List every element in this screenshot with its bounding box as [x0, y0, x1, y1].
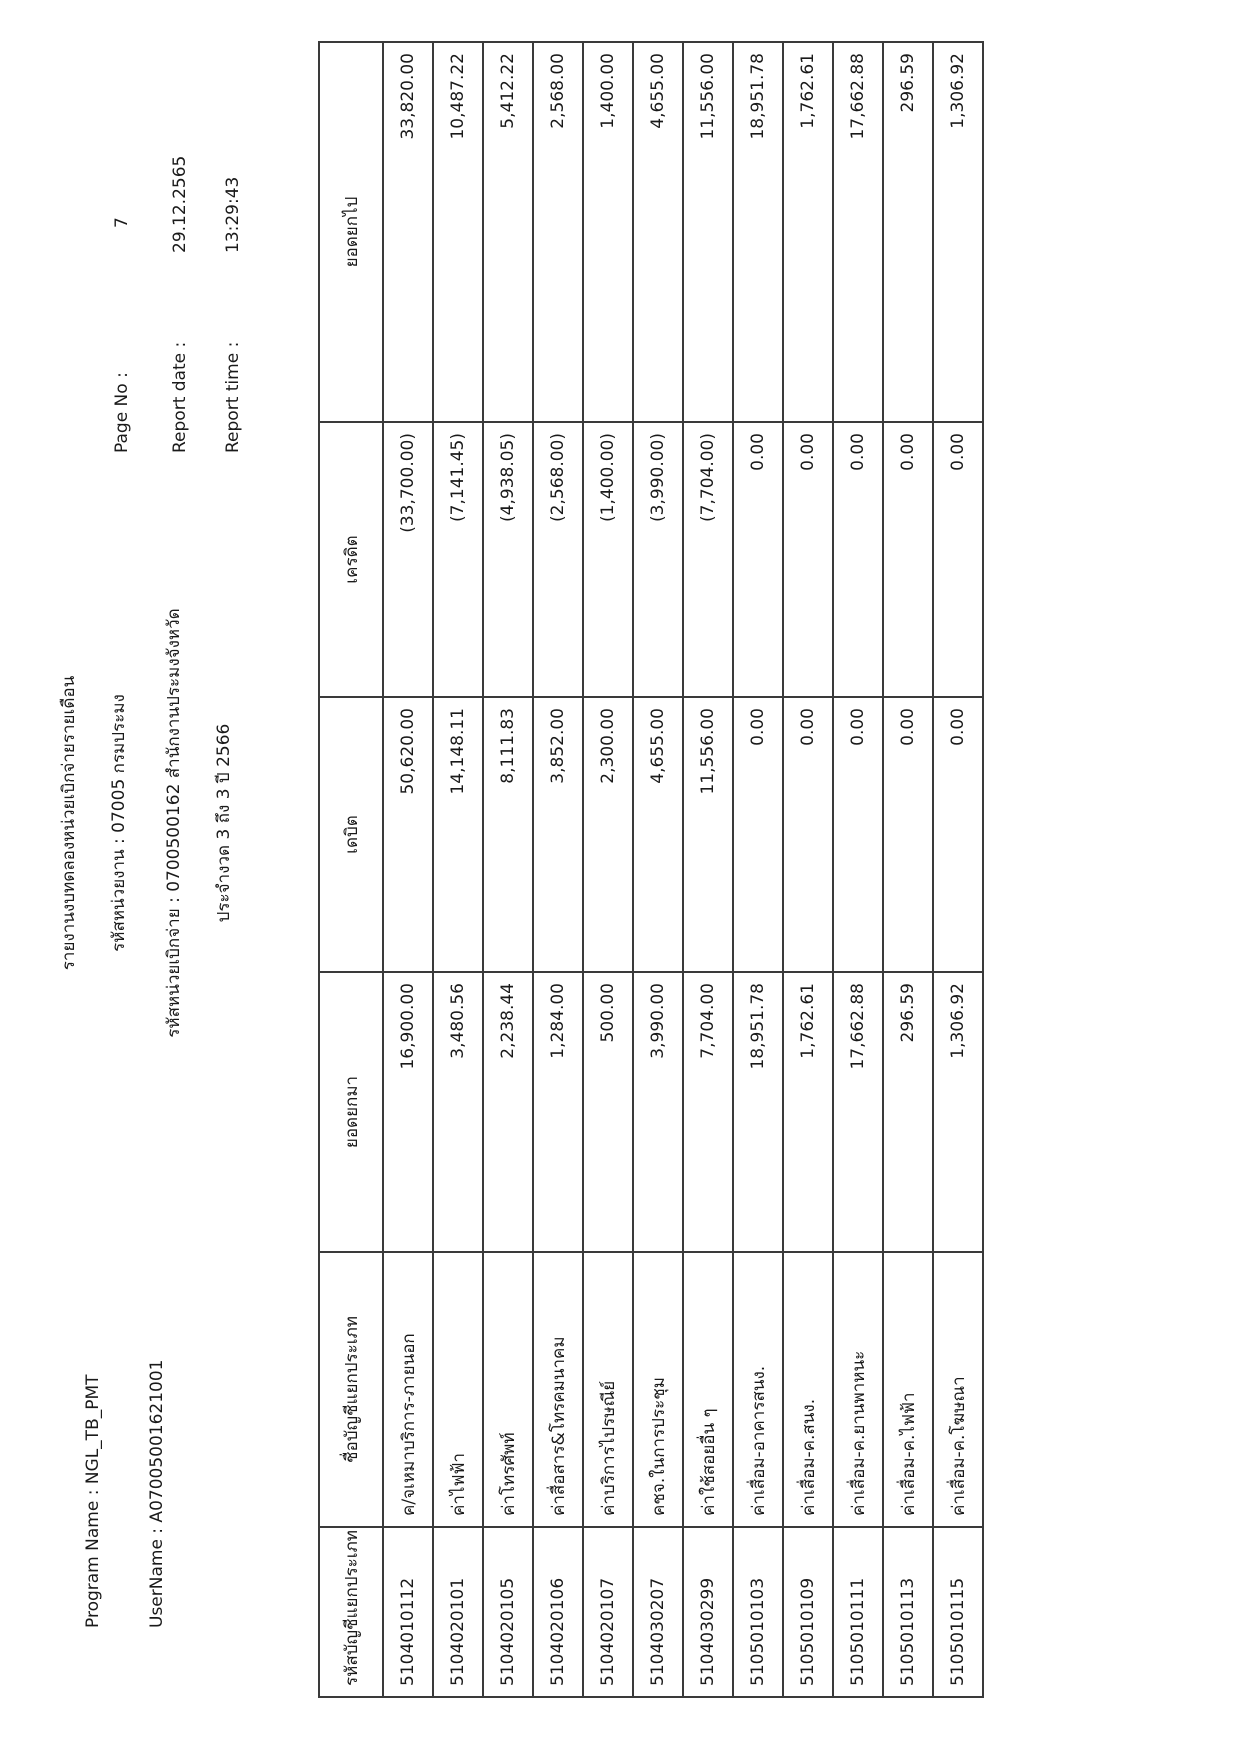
account-code-cell: 5104030207	[633, 1527, 683, 1697]
debit-cell: 8,111.83	[483, 697, 533, 972]
account-name-cell: ค่าใช้สอยอื่น ๆ	[683, 1252, 733, 1527]
header-debit: เดบิต	[319, 697, 383, 972]
credit-cell: (3,990.00)	[633, 422, 683, 697]
report-date-value: 29.12.2565	[170, 155, 190, 253]
table-row	[783, 42, 833, 1697]
header-opening-balance: ยอดยกมา	[319, 972, 383, 1252]
account-code-cell: 5104020107	[583, 1527, 633, 1697]
debit-cell: 50,620.00	[383, 697, 433, 972]
table-row	[733, 42, 783, 1697]
opening-balance-cell: 296.59	[883, 972, 933, 1252]
closing-balance-cell: 1,400.00	[583, 42, 633, 422]
closing-balance-cell: 11,556.00	[683, 42, 733, 422]
table-row	[683, 42, 733, 1697]
agency-code: รหัสหน่วยงาน : 07005 กรมประมง	[109, 694, 129, 952]
report-time-label: Report time :	[223, 341, 243, 453]
opening-balance-cell: 1,284.00	[533, 972, 583, 1252]
table-row	[483, 42, 533, 1697]
account-name-cell: ค่าไฟฟ้า	[433, 1252, 483, 1527]
closing-balance-cell: 2,568.00	[533, 42, 583, 422]
account-name-cell: ค่าเสื่อม-อาคารสนง.	[733, 1252, 783, 1527]
closing-balance-cell: 10,487.22	[433, 42, 483, 422]
trial-balance-table	[318, 41, 984, 1698]
debit-cell: 14,148.11	[433, 697, 483, 972]
opening-balance-cell: 1,306.92	[933, 972, 983, 1252]
report-title: รายงานงบทดลองหน่วยเบิกจ่ายรายเดือน	[59, 675, 79, 971]
table-row	[883, 42, 933, 1697]
account-code-cell: 5104010112	[383, 1527, 433, 1697]
table-row	[383, 42, 433, 1697]
account-name-cell: ค่าเสื่อม-ค.สนง.	[783, 1252, 833, 1527]
table-row	[433, 42, 483, 1697]
credit-cell: (4,938.05)	[483, 422, 533, 697]
closing-balance-cell: 1,306.92	[933, 42, 983, 422]
closing-balance-cell: 33,820.00	[383, 42, 433, 422]
credit-cell: (1,400.00)	[583, 422, 633, 697]
table-row	[833, 42, 883, 1697]
opening-balance-cell: 2,238.44	[483, 972, 533, 1252]
debit-cell: 0.00	[833, 697, 883, 972]
credit-cell: 0.00	[933, 422, 983, 697]
header-credit: เครดิต	[319, 422, 383, 697]
debit-cell: 0.00	[883, 697, 933, 972]
account-code-cell: 5104020105	[483, 1527, 533, 1697]
debit-cell: 3,852.00	[533, 697, 583, 972]
debit-cell: 0.00	[933, 697, 983, 972]
table-row	[933, 42, 983, 1697]
closing-balance-cell: 18,951.78	[733, 42, 783, 422]
opening-balance-cell: 3,480.56	[433, 972, 483, 1252]
opening-balance-cell: 17,662.88	[833, 972, 883, 1252]
account-code-cell: 5105010113	[883, 1527, 933, 1697]
program-name: Program Name : NGL_TB_PMT	[83, 1374, 103, 1628]
page-no-label: Page No :	[112, 372, 132, 453]
account-code-cell: 5104020106	[533, 1527, 583, 1697]
credit-cell: 0.00	[883, 422, 933, 697]
credit-cell: (7,704.00)	[683, 422, 733, 697]
account-name-cell: ค่าบริการไปรษณีย์	[583, 1252, 633, 1527]
account-name-cell: ค่าเสื่อม-ค.ไฟฟ้า	[883, 1252, 933, 1527]
table-header-row	[319, 42, 383, 1697]
report-time-value: 13:29:43	[223, 176, 243, 253]
disbursing-unit-code: รหัสหน่วยเบิกจ่าย : 0700500162 สำนักงานประมงจังหวัด	[164, 608, 184, 1038]
account-name-cell: ค่าเสื่อม-ค.ยานพาหนะ	[833, 1252, 883, 1527]
account-code-cell: 5105010115	[933, 1527, 983, 1697]
header-account-name: ชื่อบัญชีแยกประเภท	[319, 1252, 383, 1527]
opening-balance-cell: 3,990.00	[633, 972, 683, 1252]
opening-balance-cell: 16,900.00	[383, 972, 433, 1252]
header-closing-balance: ยอดยกไป	[319, 42, 383, 422]
account-name-cell: ค/จเหมาบริการ-ภายนอก	[383, 1252, 433, 1527]
opening-balance-cell: 500.00	[583, 972, 633, 1252]
debit-cell: 0.00	[733, 697, 783, 972]
account-name-cell: คชจ.ในการประชุม	[633, 1252, 683, 1527]
table-row	[633, 42, 683, 1697]
credit-cell: (7,141.45)	[433, 422, 483, 697]
credit-cell: 0.00	[833, 422, 883, 697]
account-code-cell: 5105010111	[833, 1527, 883, 1697]
report-period: ประจำงวด 3 ถึง 3 ปี 2566	[214, 723, 234, 923]
credit-cell: 0.00	[783, 422, 833, 697]
user-name: UserName : A07005001621001	[147, 1359, 167, 1628]
closing-balance-cell: 5,412.22	[483, 42, 533, 422]
account-name-cell: ค่าโทรศัพท์	[483, 1252, 533, 1527]
debit-cell: 0.00	[783, 697, 833, 972]
account-code-cell: 5104030299	[683, 1527, 733, 1697]
closing-balance-cell: 296.59	[883, 42, 933, 422]
account-code-cell: 5105010103	[733, 1527, 783, 1697]
debit-cell: 4,655.00	[633, 697, 683, 972]
table-row	[583, 42, 633, 1697]
closing-balance-cell: 17,662.88	[833, 42, 883, 422]
closing-balance-cell: 4,655.00	[633, 42, 683, 422]
opening-balance-cell: 1,762.61	[783, 972, 833, 1252]
debit-cell: 11,556.00	[683, 697, 733, 972]
opening-balance-cell: 18,951.78	[733, 972, 783, 1252]
account-code-cell: 5104020101	[433, 1527, 483, 1697]
closing-balance-cell: 1,762.61	[783, 42, 833, 422]
header-account-code: รหัสบัญชีแยกประเภท	[319, 1527, 383, 1697]
credit-cell: 0.00	[733, 422, 783, 697]
account-name-cell: ค่าสื่อสาร&โทรคมนาคม	[533, 1252, 583, 1527]
credit-cell: (33,700.00)	[383, 422, 433, 697]
opening-balance-cell: 7,704.00	[683, 972, 733, 1252]
account-code-cell: 5105010109	[783, 1527, 833, 1697]
account-name-cell: ค่าเสื่อม-ค.โฆษณา	[933, 1252, 983, 1527]
page-no-value: 7	[112, 217, 132, 228]
credit-cell: (2,568.00)	[533, 422, 583, 697]
debit-cell: 2,300.00	[583, 697, 633, 972]
report-date-label: Report date :	[170, 341, 190, 453]
table-row	[533, 42, 583, 1697]
